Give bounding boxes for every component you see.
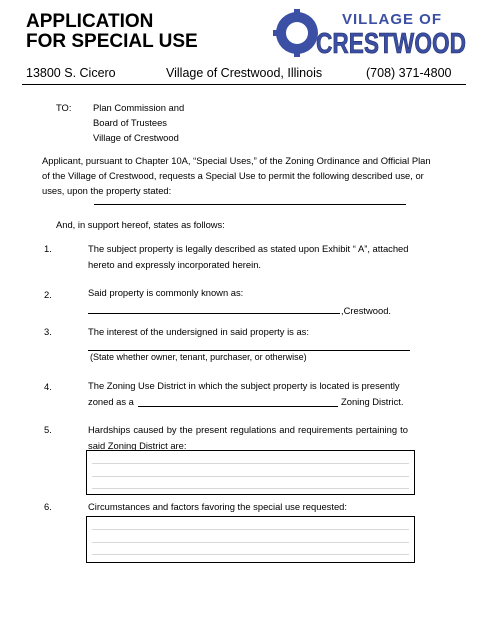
- item-text: Circumstances and factors favoring the special use requested:: [88, 501, 347, 512]
- gear-icon: [273, 9, 318, 57]
- form-title-line2: FOR SPECIAL USE: [26, 31, 198, 52]
- to-line3: Village of Crestwood: [93, 132, 179, 143]
- hardships-textbox[interactable]: [86, 450, 415, 495]
- item-number: 5.: [44, 424, 52, 435]
- ownership-note: (State whether owner, tenant, purchaser, or otherwise): [90, 352, 307, 362]
- zoning-suffix: Zoning District.: [341, 396, 404, 407]
- office-address: 13800 S. Cicero: [26, 66, 116, 80]
- intro-paragraph: Applicant, pursuant to Chapter 10A, “Special Uses,” of the Zoning Ordinance and Official Plan of the Village of Crestwood, requests a Special Use to permit the following described use, or uses, upon the property stated:: [42, 155, 431, 197]
- zoning-district-field[interactable]: [138, 406, 338, 407]
- item-number: 6.: [44, 501, 52, 512]
- item-text: The subject property is legally described as stated upon Exhibit “ A”, attached hereto and expressly incorporated herein.: [88, 243, 409, 270]
- item-text: The Zoning Use District in which the subject property is located is presently: [88, 380, 400, 391]
- support-statement: And, in support hereof, states as follows:: [56, 219, 225, 230]
- to-line2: Board of Trustees: [93, 117, 167, 128]
- item-number: 1.: [44, 243, 52, 254]
- to-label: TO:: [56, 102, 72, 113]
- proposed-use-field[interactable]: [94, 204, 406, 205]
- crestwood-suffix: ,Crestwood.: [341, 305, 392, 316]
- item-number: 4.: [44, 381, 52, 392]
- property-address-field[interactable]: [88, 313, 340, 314]
- header-divider: [22, 84, 466, 85]
- item-text: Said property is commonly known as:: [88, 287, 244, 298]
- item-text: Hardships caused by the present regulations and requirements pertaining to said Zoning District are:: [88, 424, 408, 451]
- zoned-prefix: zoned as a: [88, 396, 134, 407]
- to-line1: Plan Commission and: [93, 102, 185, 113]
- item-number: 2.: [44, 289, 52, 300]
- form-title-line1: APPLICATION: [26, 11, 154, 32]
- village-name: Village of Crestwood, Illinois: [166, 66, 323, 80]
- village-logo: [272, 8, 468, 58]
- logo-main-text: CRESTWOOD: [316, 28, 466, 58]
- circumstances-textbox[interactable]: [86, 516, 415, 563]
- item-number: 3.: [44, 326, 52, 337]
- logo-top-text: VILLAGE OF: [342, 11, 442, 28]
- phone-number: (708) 371-4800: [366, 66, 452, 80]
- item-text: The interest of the undersigned in said property is as:: [88, 326, 309, 337]
